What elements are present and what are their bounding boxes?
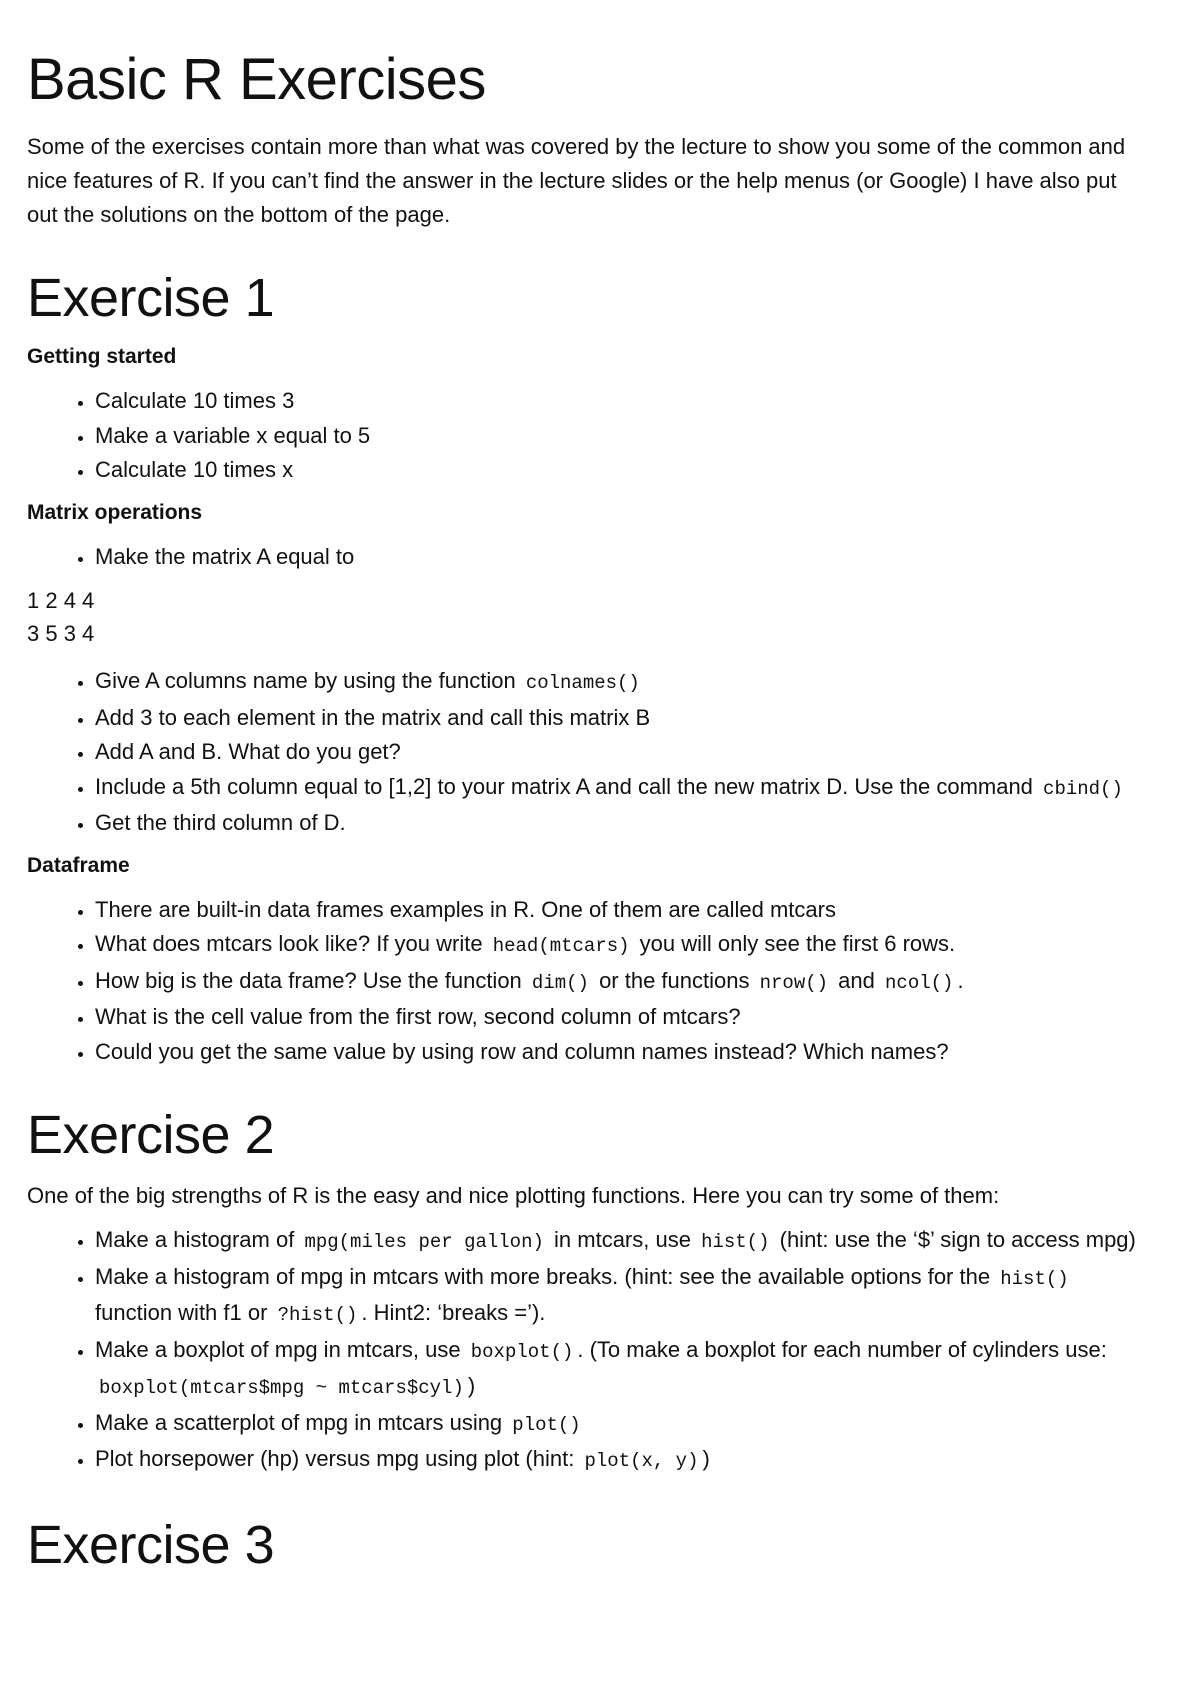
inline-code: nrow() xyxy=(759,971,829,994)
inline-code: ?hist() xyxy=(277,1304,358,1326)
item-text: Plot horsepower (hp) versus mpg using plot (hint: xyxy=(95,1446,575,1471)
list-item xyxy=(95,927,1140,964)
inline-code: head(mtcars) xyxy=(492,935,630,957)
item-text: . Hint2: ‘breaks =’). xyxy=(361,1300,546,1325)
list-item xyxy=(95,1260,1140,1333)
list-item: • Calculate 10 times x xyxy=(95,453,1140,488)
inline-code: plot() xyxy=(512,1413,581,1436)
inline-code: mpg(miles per gallon) xyxy=(304,1231,544,1253)
item-text: (hint: use the ‘$’ sign to access mpg) xyxy=(779,1227,1136,1252)
matrix-list-1 xyxy=(27,540,1140,575)
item-text: ) xyxy=(467,1373,476,1398)
intro-paragraph: Some of the exercises contain more than what was covered by the lecture to show you some of the common and nice features of R. If you can’t find the answer in the lecture slides or the help menus (or Google) I have also put out the solutions on the bottom of the page. xyxy=(27,134,1126,227)
list-item: • Add A and B. What do you get? xyxy=(95,735,1140,770)
matrix-a xyxy=(27,584,1140,650)
inline-code: dim() xyxy=(531,971,589,994)
item-text: in mtcars, use xyxy=(554,1227,691,1252)
getting-started-subheading: Getting started xyxy=(27,345,177,368)
list-item: • What is the cell value from the first row, second column of mtcars? xyxy=(95,1000,1140,1035)
exercise-1-heading: Exercise 1 xyxy=(27,268,275,328)
page-title: Basic R Exercises xyxy=(27,47,486,112)
list-item xyxy=(95,1406,1140,1443)
matrix-list-2 xyxy=(27,664,1140,841)
list-item xyxy=(95,1223,1140,1260)
inline-code: colnames() xyxy=(525,672,640,694)
item-text: How big is the data frame? Use the function xyxy=(95,967,522,993)
list-item: • Make the matrix A equal to xyxy=(95,540,1140,575)
exercise-2-intro: One of the big strengths of R is the easy and nice plotting functions. Here you can try some of them: xyxy=(27,1183,1000,1208)
dataframe-subheading: Dataframe xyxy=(27,853,130,877)
list-item: • Could you get the same value by using row and column names instead? Which names? xyxy=(95,1035,1140,1070)
exercise-2-heading: Exercise 2 xyxy=(27,1105,275,1165)
item-text: . xyxy=(957,967,964,993)
plotting-list xyxy=(27,1223,1140,1479)
inline-code: hist() xyxy=(1000,1267,1069,1290)
list-item: • Calculate 10 times 3 xyxy=(95,384,1140,419)
inline-code: boxplot(mtcars$mpg ~ mtcars$cyl) xyxy=(99,1377,464,1399)
item-text: and xyxy=(838,967,875,993)
exercise-3-heading: Exercise 3 xyxy=(27,1514,275,1575)
item-text: . (To make a boxplot for each number of cylinders use: xyxy=(577,1336,1107,1362)
matrix-row: 1 2 4 4 xyxy=(27,588,95,613)
inline-code: boxplot() xyxy=(470,1340,574,1363)
list-item xyxy=(95,1333,1140,1406)
inline-code: ncol() xyxy=(885,971,954,994)
getting-started-list xyxy=(27,384,1140,488)
item-text: you will only see the first 6 rows. xyxy=(639,931,956,956)
item-text: Include a 5th column equal to [1,2] to your matrix A and call the new matrix D. Use the command xyxy=(95,773,1033,799)
item-text: Make a scatterplot of mpg in mtcars using xyxy=(95,1409,503,1435)
item-text: Make a histogram of xyxy=(95,1227,295,1252)
item-text: Make a boxplot of mpg in mtcars, use xyxy=(95,1336,461,1362)
list-item: • Add 3 to each element in the matrix and call this matrix B xyxy=(95,701,1140,736)
list-item xyxy=(95,664,1140,701)
item-text: Make a histogram of mpg in mtcars with more breaks. (hint: see the available options for the xyxy=(95,1263,991,1289)
list-item xyxy=(95,1442,1140,1479)
inline-code: cbind() xyxy=(1043,777,1123,800)
inline-code: hist() xyxy=(701,1231,770,1253)
list-item: • Make a variable x equal to 5 xyxy=(95,419,1140,454)
list-item xyxy=(95,964,1140,1001)
dataframe-list xyxy=(27,893,1140,1070)
item-text: What does mtcars look like? If you write xyxy=(95,931,483,956)
matrix-row: 3 5 3 4 xyxy=(27,621,95,646)
item-text: Give A columns name by using the function xyxy=(95,668,516,693)
list-item: • There are built-in data frames examples in R. One of them are called mtcars xyxy=(95,893,1140,928)
item-text: function with f1 or xyxy=(95,1300,268,1325)
list-item xyxy=(95,770,1140,807)
item-text: ) xyxy=(702,1446,710,1471)
list-item: • Get the third column of D. xyxy=(95,806,1140,841)
item-text: or the functions xyxy=(599,967,750,993)
inline-code: plot(x, y) xyxy=(584,1450,699,1472)
matrix-operations-subheading: Matrix operations xyxy=(27,500,203,524)
